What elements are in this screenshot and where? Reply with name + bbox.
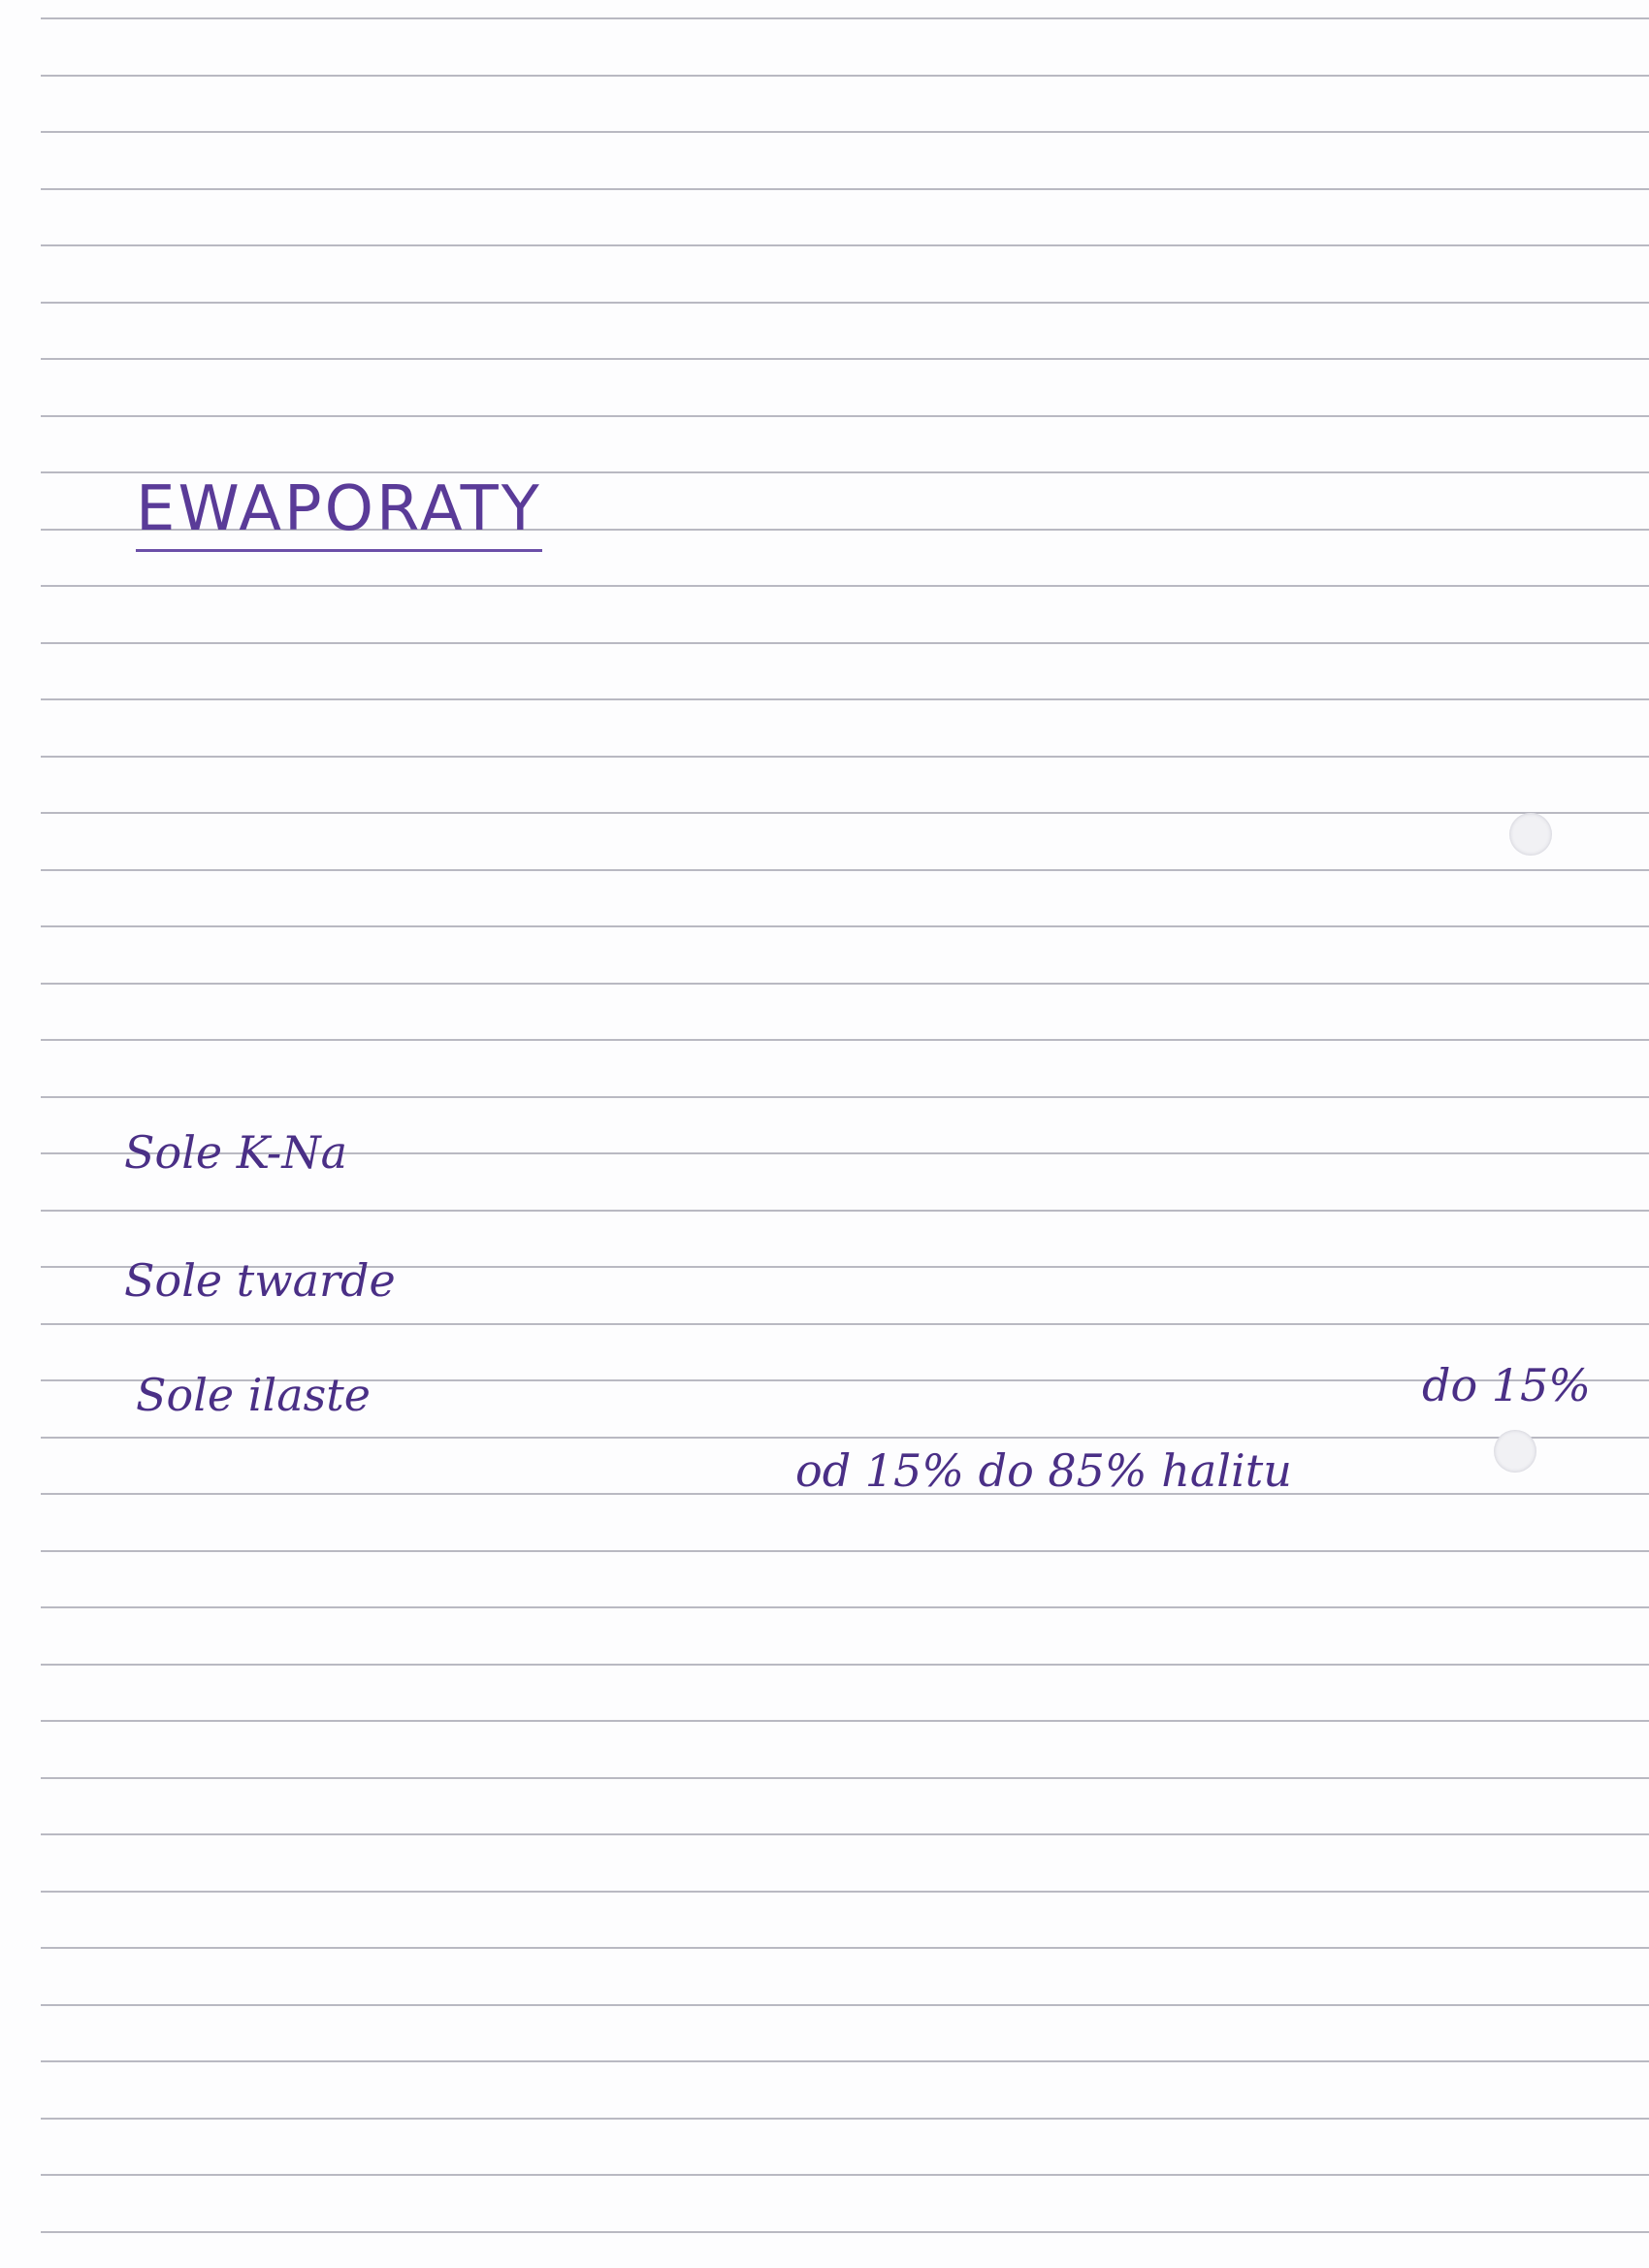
ruled-line bbox=[41, 1720, 1649, 1722]
note-sole-ilaste: Sole ilaste bbox=[136, 1369, 371, 1421]
ruled-line bbox=[41, 1833, 1649, 1835]
ruled-line bbox=[41, 1664, 1649, 1666]
ruled-line bbox=[41, 1891, 1649, 1893]
note-percent-15: do 15% bbox=[1422, 1359, 1592, 1411]
ruled-line bbox=[41, 983, 1649, 985]
ruled-line bbox=[41, 415, 1649, 417]
ruled-line bbox=[41, 131, 1649, 133]
ruled-line bbox=[41, 244, 1649, 246]
note-sole-twarde: Sole twarde bbox=[124, 1254, 396, 1307]
ruled-line bbox=[41, 2060, 1649, 2062]
ruled-line bbox=[41, 17, 1649, 19]
ruled-line bbox=[41, 2231, 1649, 2233]
punch-hole-bottom bbox=[1494, 1430, 1536, 1473]
ruled-line bbox=[41, 925, 1649, 927]
ruled-line bbox=[41, 1096, 1649, 1098]
ruled-line bbox=[41, 698, 1649, 700]
note-halit-range: od 15% do 85% halitu bbox=[795, 1444, 1292, 1497]
ruled-line bbox=[41, 1323, 1649, 1325]
ruled-line bbox=[41, 1550, 1649, 1552]
punch-hole-top bbox=[1509, 813, 1552, 856]
ruled-line bbox=[41, 585, 1649, 587]
note-sole-kna: Sole K-Na bbox=[124, 1126, 347, 1179]
ruled-line bbox=[41, 188, 1649, 190]
ruled-line bbox=[41, 1039, 1649, 1041]
ruled-line bbox=[41, 756, 1649, 758]
section-heading: EWAPORATY bbox=[136, 473, 542, 552]
ruled-line bbox=[41, 358, 1649, 360]
ruled-line bbox=[41, 642, 1649, 644]
ruled-line bbox=[41, 1777, 1649, 1779]
ruled-line bbox=[41, 75, 1649, 77]
ruled-line bbox=[41, 1210, 1649, 1212]
ruled-line bbox=[41, 2174, 1649, 2176]
ruled-line bbox=[41, 869, 1649, 871]
ruled-line bbox=[41, 302, 1649, 304]
ruled-line bbox=[41, 1947, 1649, 1949]
ruled-line bbox=[41, 1606, 1649, 1608]
ruled-line bbox=[41, 2118, 1649, 2120]
ruled-line bbox=[41, 2004, 1649, 2006]
ruled-line bbox=[41, 812, 1649, 814]
